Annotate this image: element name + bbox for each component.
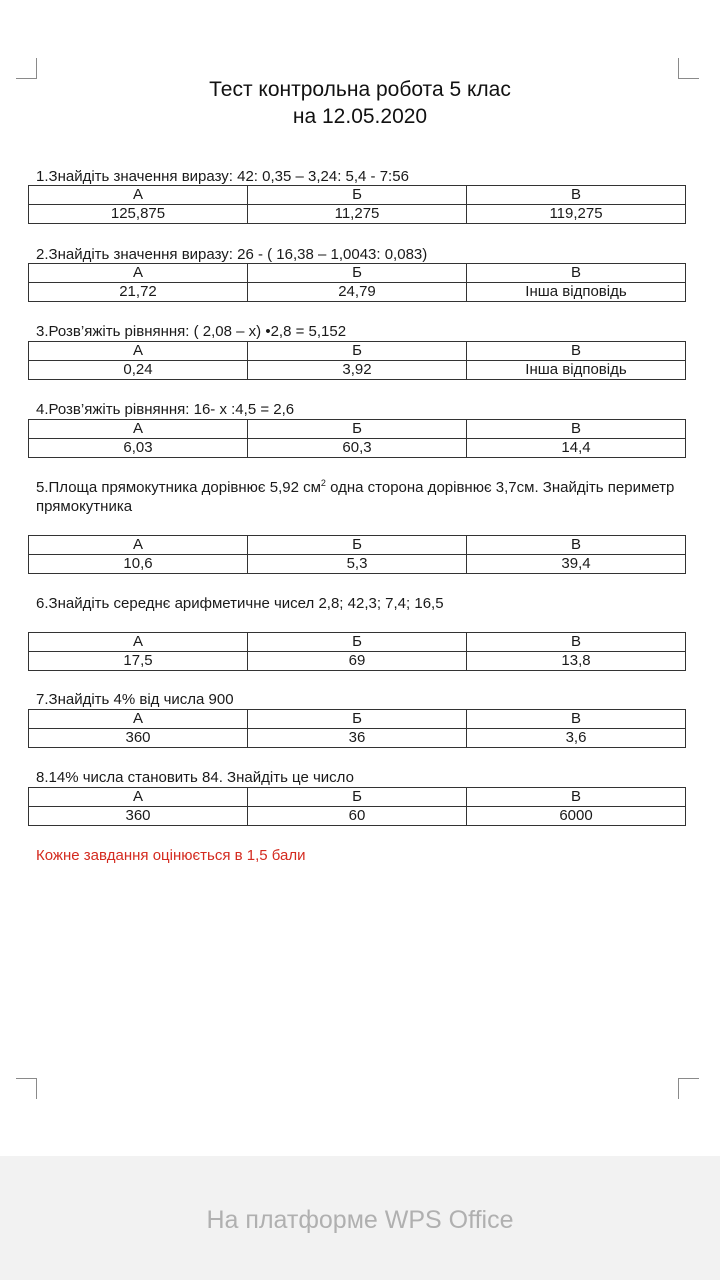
answer-value-c: 14,4: [467, 439, 686, 458]
answer-value-b: 36: [248, 729, 467, 748]
answer-header-c: В: [467, 633, 686, 652]
answer-value-b: 69: [248, 652, 467, 671]
answer-header-b: Б: [248, 633, 467, 652]
wps-platform-label: На платформе WPS Office: [206, 1206, 514, 1234]
page-corner-mark: [678, 1078, 699, 1099]
answer-value-a: 360: [29, 729, 248, 748]
answer-header-a: А: [29, 186, 248, 205]
answer-value-c: Інша відповідь: [467, 283, 686, 302]
answer-header-c: В: [467, 710, 686, 729]
answer-value-row: [29, 439, 686, 458]
question-6-answers: [28, 632, 686, 671]
answer-header-row: [29, 710, 686, 729]
page-corner-mark: [16, 1078, 37, 1099]
question-7-answers: [28, 709, 686, 748]
answer-value-a: 6,03: [29, 439, 248, 458]
answer-header-b: Б: [248, 536, 467, 555]
answer-header-a: А: [29, 710, 248, 729]
answer-value-a: 125,875: [29, 205, 248, 224]
answer-value-b: 60: [248, 807, 467, 826]
document-title: Тест контрольна робота 5 клас: [209, 78, 511, 101]
question-1-answers: [28, 185, 686, 224]
answer-header-row: [29, 186, 686, 205]
question-5-answers: [28, 535, 686, 574]
answer-value-a: 10,6: [29, 555, 248, 574]
answer-header-row: [29, 420, 686, 439]
answer-header-row: [29, 633, 686, 652]
question-5-text: [36, 478, 688, 516]
answer-header-c: В: [467, 420, 686, 439]
answer-value-c: 6000: [467, 807, 686, 826]
question-3-answers: [28, 341, 686, 380]
answer-value-c: 39,4: [467, 555, 686, 574]
question-3-text: 3.Розв’яжіть рівняння: ( 2,08 – х) •2,8 = 5,152: [36, 323, 347, 340]
question-7-text: 7.Знайдіть 4% від числа 900: [36, 691, 234, 708]
answer-value-row: [29, 729, 686, 748]
question-2-answers: [28, 263, 686, 302]
answer-header-a: А: [29, 536, 248, 555]
answer-value-row: [29, 361, 686, 380]
question-4-answers: [28, 419, 686, 458]
answer-header-c: В: [467, 788, 686, 807]
question-2-text: 2.Знайдіть значення виразу: 26 - ( 16,38 – 1,0043: 0,083): [36, 246, 428, 263]
answer-header-row: [29, 788, 686, 807]
document-subtitle: на 12.05.2020: [292, 105, 428, 128]
answer-value-c: Інша відповідь: [467, 361, 686, 380]
answer-value-b: 5,3: [248, 555, 467, 574]
answer-value-row: [29, 205, 686, 224]
answer-header-b: Б: [248, 788, 467, 807]
answer-value-b: 24,79: [248, 283, 467, 302]
answer-header-c: В: [467, 342, 686, 361]
superscript-squared: 2: [320, 478, 326, 488]
answer-header-b: Б: [248, 186, 467, 205]
answer-header-a: А: [29, 342, 248, 361]
answer-value-row: [29, 283, 686, 302]
answer-header-b: Б: [248, 342, 467, 361]
question-5-text-part-a: 5.Площа прямокутника дорівнює 5,92 см: [36, 479, 321, 496]
wps-footer-banner[interactable]: [0, 1156, 720, 1280]
question-8-answers: [28, 787, 686, 826]
answer-value-a: 17,5: [29, 652, 248, 671]
answer-value-b: 3,92: [248, 361, 467, 380]
answer-value-c: 119,275: [467, 205, 686, 224]
answer-header-a: А: [29, 264, 248, 283]
grading-note: Кожне завдання оцінюється в 1,5 бали: [36, 847, 306, 864]
answer-value-row: [29, 652, 686, 671]
answer-header-row: [29, 264, 686, 283]
answer-header-b: Б: [248, 710, 467, 729]
answer-header-c: В: [467, 264, 686, 283]
answer-header-row: [29, 536, 686, 555]
answer-value-c: 13,8: [467, 652, 686, 671]
answer-header-a: А: [29, 633, 248, 652]
answer-header-a: А: [29, 788, 248, 807]
answer-value-b: 60,3: [248, 439, 467, 458]
answer-value-row: [29, 555, 686, 574]
answer-header-c: В: [467, 536, 686, 555]
answer-header-c: В: [467, 186, 686, 205]
answer-value-a: 0,24: [29, 361, 248, 380]
answer-header-a: А: [29, 420, 248, 439]
answer-value-b: 11,275: [248, 205, 467, 224]
question-5-text-part-b: одна сторона дорівнює 3,7см. Знайдіть периметр прямокутника: [36, 479, 675, 515]
question-1-text: 1.Знайдіть значення виразу: 42: 0,35 – 3,24: 5,4 - 7:56: [36, 168, 409, 185]
answer-value-c: 3,6: [467, 729, 686, 748]
question-6-text: 6.Знайдіть середнє арифметичне чисел 2,8; 42,3; 7,4; 16,5: [36, 595, 444, 612]
answer-header-b: Б: [248, 264, 467, 283]
answer-value-row: [29, 807, 686, 826]
answer-value-a: 21,72: [29, 283, 248, 302]
question-8-text: 8.14% числа становить 84. Знайдіть це число: [36, 769, 354, 786]
answer-value-a: 360: [29, 807, 248, 826]
answer-header-b: Б: [248, 420, 467, 439]
answer-header-row: [29, 342, 686, 361]
question-4-text: 4.Розв’яжіть рівняння: 16- х :4,5 = 2,6: [36, 401, 295, 418]
